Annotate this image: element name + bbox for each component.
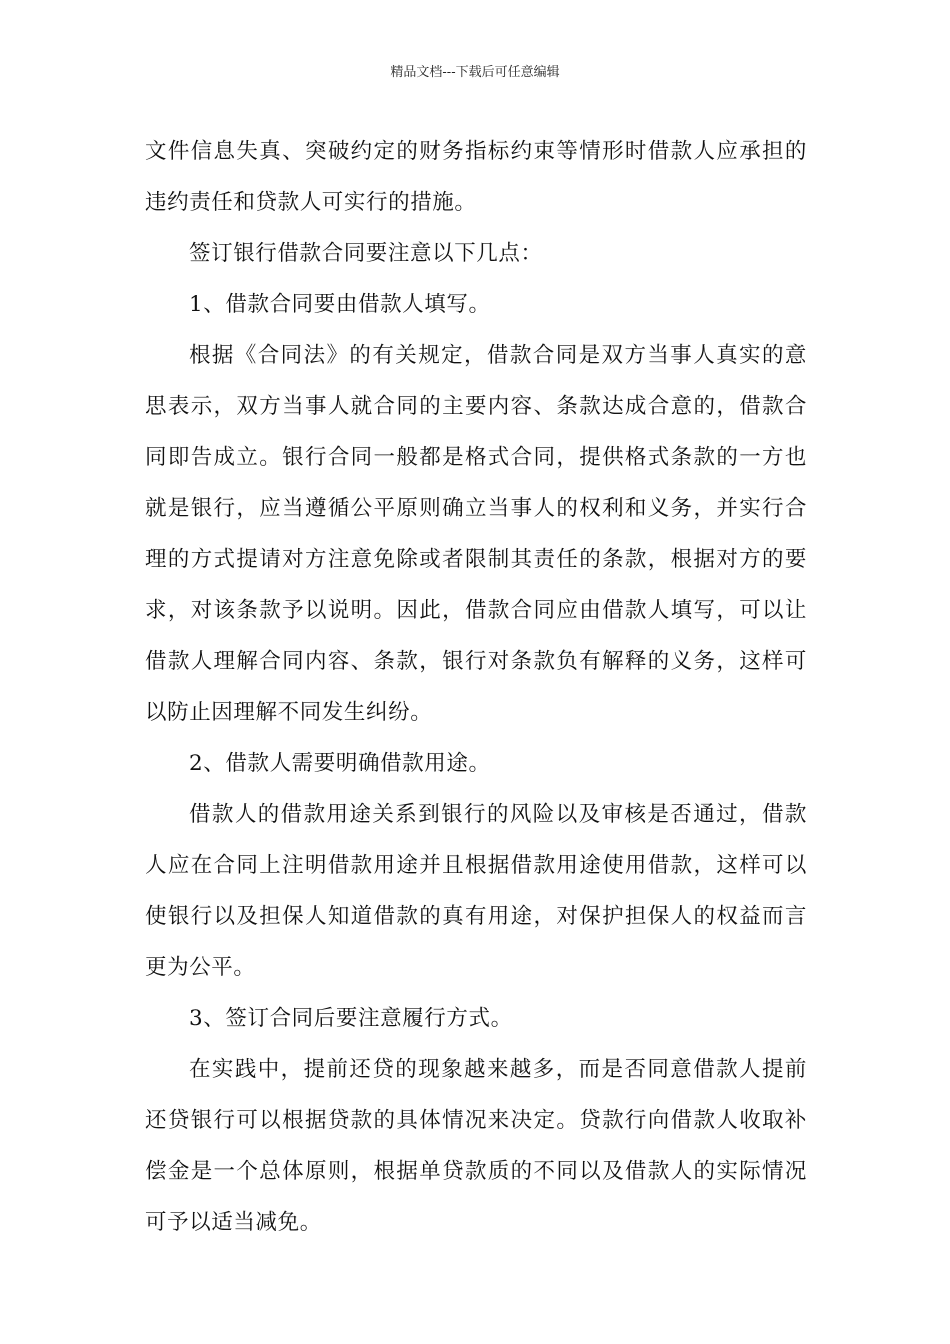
page-header: 精品文档---下载后可任意编辑 bbox=[390, 65, 560, 80]
heading-point-1: 1、借款合同要由借款人填写。 bbox=[189, 292, 491, 317]
document-body bbox=[145, 126, 807, 1248]
paragraph-continuation: 文件信息失真、突破约定的财务指标约束等情形时借款人应承担的违约责任和贷款人可实行的措施。 bbox=[145, 139, 807, 215]
paragraph-point-1: 根据《合同法》的有关规定，借款合同是双方当事人真实的意思表示，双方当事人就合同的主要内容、条款达成合意的，借款合同即告成立。银行合同一般都是格式合同，提供格式条款的一方也就是银行，应当遵循公平原则确立当事人的权利和义务，并实行合理的方式提请对方注意免除或者限制其责任的条款，根据对方的要求，对该条款予以说明。因此，借款合同应由借款人填写，可以让借款人理解合同内容、条款，银行对条款负有解释的义务，这样可以防止因理解不同发生纠纷。 bbox=[145, 343, 807, 725]
paragraph-point-3: 在实践中，提前还贷的现象越来越多，而是否同意借款人提前还贷银行可以根据贷款的具体情况来决定。贷款行向借款人收取补偿金是一个总体原则，根据单贷款质的不同以及借款人的实际情况可予以适当减免。 bbox=[145, 1057, 807, 1235]
paragraph-intro: 签订银行借款合同要注意以下几点： bbox=[189, 241, 543, 266]
heading-point-2: 2、借款人需要明确借款用途。 bbox=[189, 751, 491, 776]
paragraph-point-2: 借款人的借款用途关系到银行的风险以及审核是否通过，借款人应在合同上注明借款用途并且根据借款用途使用借款，这样可以使银行以及担保人知道借款的真有用途，对保护担保人的权益而言更为公平。 bbox=[145, 802, 807, 980]
heading-point-3: 3、签订合同后要注意履行方式。 bbox=[189, 1006, 513, 1031]
